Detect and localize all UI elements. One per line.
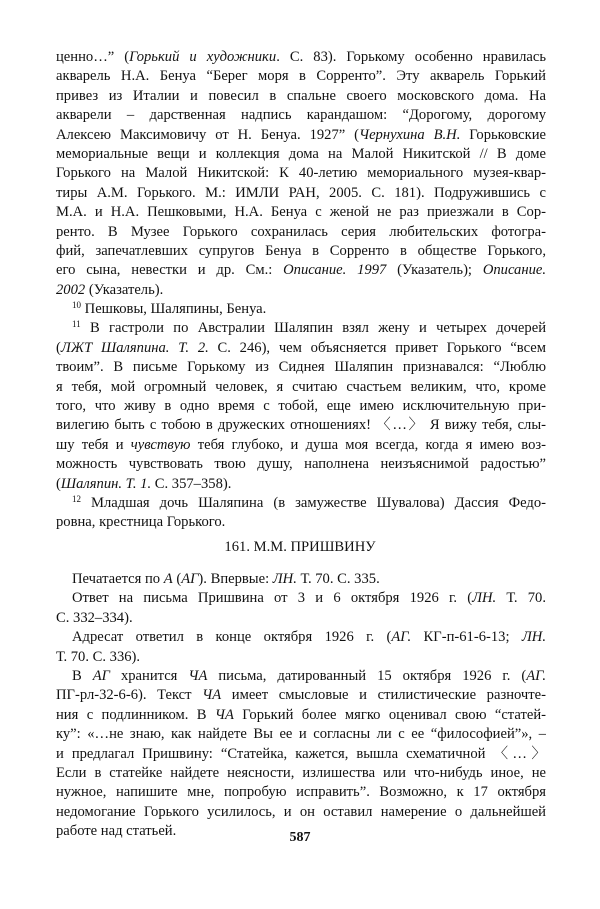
text-line: ния с подлинником. В ЧА Горький более мягко оценивал свою “статей- bbox=[56, 706, 546, 723]
text-line: ценно…” (Горький и художники. С. 83). Горькому особенно нравилась bbox=[56, 49, 546, 65]
text-line: Адресат ответил в конце октября 1926 г. (АГ. КГ-п-61-6-13; ЛН. bbox=[72, 629, 546, 646]
text-line: вилегию быть с тобою в дружеских отношениях! 〈…〉 Я вижу тебя, слы- bbox=[56, 417, 546, 434]
text-line: я тебя, мой огромный человек, я считаю счастьем великим, что, кроме bbox=[56, 378, 546, 395]
italic-text: Описание. bbox=[482, 262, 546, 279]
italic-text: ЧА bbox=[202, 687, 222, 704]
section-heading: 161. М.М. ПРИШВИНУ bbox=[224, 539, 376, 555]
italic-text: ЛН. bbox=[472, 590, 497, 607]
text-line: М.А. и Н.А. Пешковыми, Н.А. Бенуа с женой не раз приезжали в Сор- bbox=[56, 204, 546, 221]
text-line: Ответ на письма Пришвина от 3 и 6 октября 1926 г. (ЛН. Т. 70. bbox=[72, 590, 546, 607]
text-line: его сына, невестки и др. См.: Описание. 1997 (Указатель); Описание. bbox=[56, 262, 546, 279]
text-line: мемориальные вещи и коллекция дома на Малой Никитской // В доме bbox=[56, 145, 546, 162]
note-11 bbox=[56, 319, 546, 494]
italic-text: ЧА bbox=[214, 706, 234, 723]
note-12 bbox=[56, 494, 546, 533]
text-line: тиры А.М. Горького. М.: ИМЛИ РАН, 2005. С. 181). Подружившись с bbox=[56, 184, 546, 201]
italic-text: Описание. 1997 bbox=[283, 262, 387, 279]
text-line: (ЛЖТ Шаляпина. Т. 2. С. 246), чем объясняется привет Горького “всем bbox=[56, 339, 546, 356]
note-10 bbox=[56, 300, 546, 319]
text-line: $^{11}$ В гастроли по Австралии Шаляпин взял жену и четырех дочерей bbox=[72, 319, 546, 337]
note-paragraph-continued bbox=[56, 48, 546, 300]
italic-text: ЧА bbox=[188, 667, 208, 684]
text-line: того, что живу в одно время с тобой, еще имею исключительную при- bbox=[56, 398, 546, 415]
text-line: акварели – дарственная надпись карандашом: “Дорогому, дорогому bbox=[56, 107, 546, 124]
italic-text: Горький и художники bbox=[129, 49, 277, 65]
text-line: В АГ хранится ЧА письма, датированный 15 октября 1926 г. (АГ. bbox=[72, 667, 546, 684]
italic-text: ЛН. bbox=[272, 571, 297, 587]
text-line: твоим”. В письме Горькому из Сиднея Шаляпин признавался: “Люблю bbox=[56, 359, 546, 376]
italic-text: ЛЖТ Шаляпина. Т. 2. bbox=[60, 339, 209, 356]
text-line: 2002 (Указатель). bbox=[56, 281, 164, 298]
text-line: Если в статейке найдете неясности, излишества или что-нибудь иное, не bbox=[56, 764, 546, 781]
text-line: нужное, напишите мне, попробую исправить”. Возможно, к 17 октября bbox=[56, 784, 546, 801]
text-line: можность чувствовать твою душу, наполнена неизъяснимой радостью” bbox=[56, 456, 546, 473]
italic-text: АГ bbox=[181, 571, 199, 587]
italic-text: чувствую bbox=[130, 436, 191, 453]
page-number: 587 bbox=[289, 830, 311, 845]
text-line: Печатается по А (АГ). Впервые: ЛН. Т. 70. С. 335. bbox=[72, 571, 380, 587]
note-text: Пешковы, Шаляпины, Бенуа. bbox=[81, 301, 267, 318]
text-line: Горького на Малой Никитской: К 40-летию мемориального музея-квар- bbox=[56, 165, 546, 182]
italic-text: Шаляпин. Т. 1. bbox=[60, 475, 152, 492]
italic-text: АГ bbox=[92, 667, 110, 684]
text-line: ренто. В Музее Горького сохранилась серия любительских фотогра- bbox=[56, 223, 546, 240]
italic-text: ЛН. bbox=[521, 629, 546, 646]
text-line: С. 332–334). bbox=[56, 609, 133, 626]
text-line: и предлагал Пришвину: “Статейка, кажется, вышла схематичной 〈…〉 bbox=[56, 745, 546, 762]
note-number: 11 bbox=[72, 319, 81, 330]
italic-text: АГ. bbox=[526, 667, 546, 684]
text-line: Алексею Максимовичу от Н. Бенуа. 1927” (Чернухина В.Н. Горьковские bbox=[56, 126, 546, 143]
italic-text: 2002 bbox=[56, 281, 86, 298]
italic-text: АГ. bbox=[391, 629, 412, 646]
text-line: акварель Н.А. Бенуа “Берег моря в Сорренто”. Эту акварель Горький bbox=[56, 68, 546, 85]
text-line: ку”: «…не знаю, как найдете Вы ее и согласны ли с ее “философией”», – bbox=[56, 726, 546, 743]
text-line: Т. 70. С. 336). bbox=[56, 648, 141, 665]
text-line: (Шаляпин. Т. 1. С. 357–358). bbox=[56, 475, 232, 492]
text-line: ПГ-рл-32-6-6). Текст ЧА имеет смысловые и стилистические разночте- bbox=[56, 687, 546, 704]
note-number: 12 bbox=[72, 493, 81, 504]
text-line: привез из Италии и повесил в спальне своего московского дома. На bbox=[56, 87, 546, 104]
text-line: $^{12}$ Младшая дочь Шаляпина (в замужестве Шувалова) Дассия Федо- bbox=[72, 493, 546, 511]
italic-text: А bbox=[163, 571, 173, 587]
italic-text: Чернухина В.Н. bbox=[359, 126, 461, 143]
commentary-block bbox=[56, 570, 546, 841]
text-line: работе над статьей. bbox=[56, 823, 177, 840]
text-line: фий, запечатлевших супругов Бенуа в Сорренто в обществе Горького, bbox=[56, 242, 546, 259]
note-number: 10 bbox=[72, 300, 81, 311]
text-line: шу тебя и чувствую тебя глубоко, и душа моя всегда, когда я имею воз- bbox=[56, 436, 546, 453]
endnotes-block bbox=[56, 48, 546, 533]
text-line: ровна, крестница Горького. bbox=[56, 514, 226, 531]
text-line: недомогание Горького усилилось, и он оставил намерение о дальнейшей bbox=[56, 803, 546, 820]
